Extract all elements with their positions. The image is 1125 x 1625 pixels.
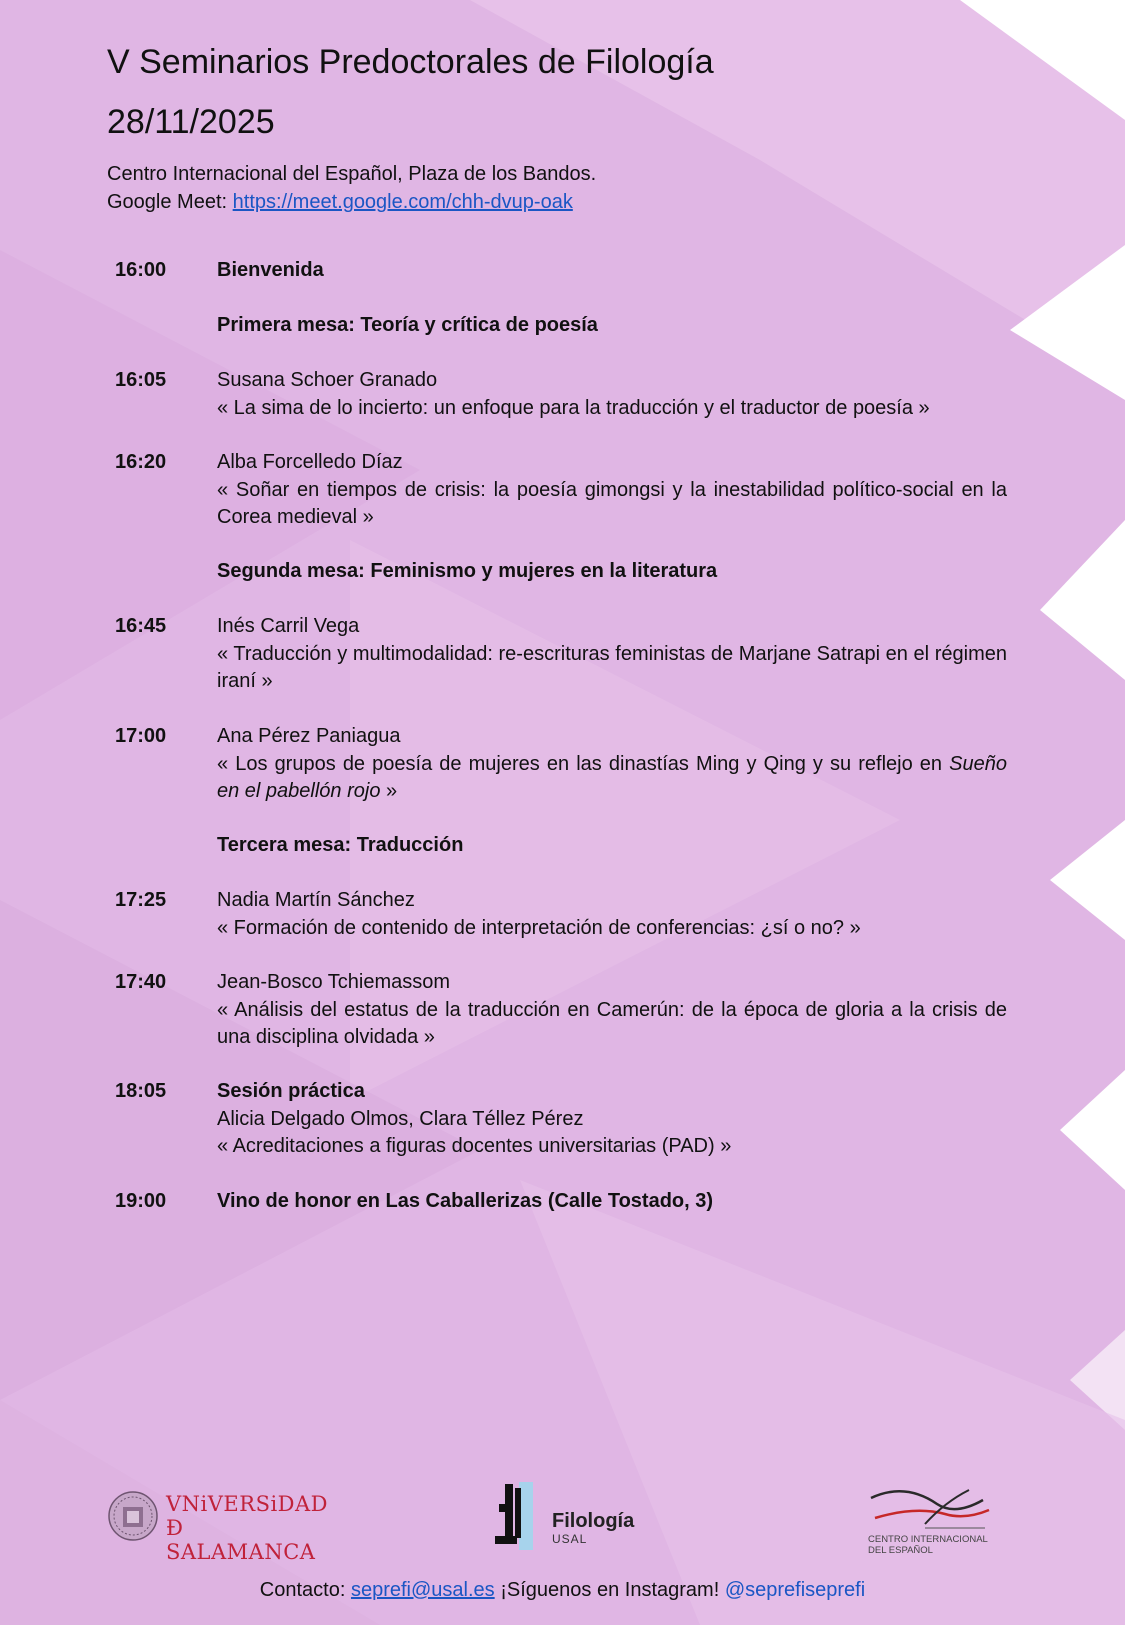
cie-name-line1: CENTRO INTERNACIONAL xyxy=(868,1534,988,1545)
event-date: 28/11/2025 xyxy=(107,103,275,141)
contact-footer xyxy=(0,1576,1125,1604)
item-speaker: Ana Pérez Paniagua xyxy=(217,725,401,747)
item-talk: « Traducción y multimodalidad: re-escrituras feministas de Marjane Satrapi en el régimen iraní » xyxy=(217,642,1007,692)
cie-logo xyxy=(865,1484,995,1556)
item-talk: « Soñar en tiempos de crisis: la poesía gimongsi y la inestabilidad político-social en la Corea medieval » xyxy=(217,478,1007,528)
usal-wordmark: VNiVERSiDAD Đ SALAMANCA xyxy=(166,1492,329,1564)
item-time: 19:00 xyxy=(115,1190,167,1212)
filologia-logo xyxy=(495,1480,655,1552)
filologia-mark-icon xyxy=(495,1480,543,1552)
item-time: 16:45 xyxy=(115,615,167,637)
item-time: 17:40 xyxy=(115,971,167,993)
item-talk: « Análisis del estatus de la traducción en Camerún: de la época de gloria a la crisis de una disciplina olvidada » xyxy=(217,998,1007,1048)
panel-title: Segunda mesa: Feminismo y mujeres en la literatura xyxy=(217,560,718,582)
item-speaker: Nadia Martín Sánchez xyxy=(217,889,415,911)
meet-link[interactable]: https://meet.google.com/chh-dvup-oak xyxy=(232,191,573,213)
contact-email-link[interactable]: seprefi@usal.es xyxy=(350,1579,495,1601)
usal-logo xyxy=(108,1488,329,1564)
meet-label: Google Meet: xyxy=(107,191,228,213)
item-talk: « Los grupos de poesía de mujeres en las dinastías Ming y Qing y su reflejo en Sueño en el pabellón rojo » xyxy=(217,752,1007,802)
panel-title: Primera mesa: Teoría y crítica de poesía xyxy=(217,314,598,336)
item-session: Sesión práctica xyxy=(217,1080,365,1102)
item-speaker: Jean-Bosco Tchiemassom xyxy=(217,971,451,993)
instagram-text: ¡Síguenos en Instagram! xyxy=(500,1579,720,1601)
item-time: 16:20 xyxy=(115,451,167,473)
item-speaker: Alba Forcelledo Díaz xyxy=(217,451,403,473)
cie-name-line2: DEL ESPAÑOL xyxy=(868,1545,933,1556)
item-title: Bienvenida xyxy=(217,259,324,281)
item-time: 18:05 xyxy=(115,1080,167,1102)
panel-title: Tercera mesa: Traducción xyxy=(217,834,464,856)
item-speaker: Susana Schoer Granado xyxy=(217,369,438,391)
meet-line xyxy=(107,188,573,216)
item-time: 16:05 xyxy=(115,369,167,391)
instagram-handle[interactable]: @seprefiseprefi xyxy=(724,1579,866,1601)
item-talk: « Acreditaciones a figuras docentes universitarias (PAD) » xyxy=(217,1135,732,1157)
item-speaker: Alicia Delgado Olmos, Clara Téllez Pérez xyxy=(217,1107,584,1130)
page-title: V Seminarios Predoctorales de Filología xyxy=(107,43,714,81)
item-speaker: Inés Carril Vega xyxy=(217,615,360,637)
book-title: Sueño en el pabellón rojo xyxy=(217,752,1007,802)
event-venue: Centro Internacional del Español, Plaza de los Bandos. xyxy=(107,163,597,185)
item-talk: « Formación de contenido de interpretación de conferencias: ¿sí o no? » xyxy=(217,916,861,939)
university-seal-icon xyxy=(108,1491,158,1541)
item-title: Vino de honor en Las Caballerizas (Calle Tostado, 3) xyxy=(217,1190,714,1212)
item-time: 17:00 xyxy=(115,725,167,747)
item-time: 16:00 xyxy=(115,259,167,281)
cie-mark-icon xyxy=(865,1484,995,1534)
filologia-sub: USAL xyxy=(552,1532,588,1546)
item-time: 17:25 xyxy=(115,889,167,911)
item-talk: « La sima de lo incierto: un enfoque para la traducción y el traductor de poesía » xyxy=(217,396,930,419)
filologia-name: Filología xyxy=(552,1510,635,1532)
contact-label: Contacto: xyxy=(259,1579,346,1601)
